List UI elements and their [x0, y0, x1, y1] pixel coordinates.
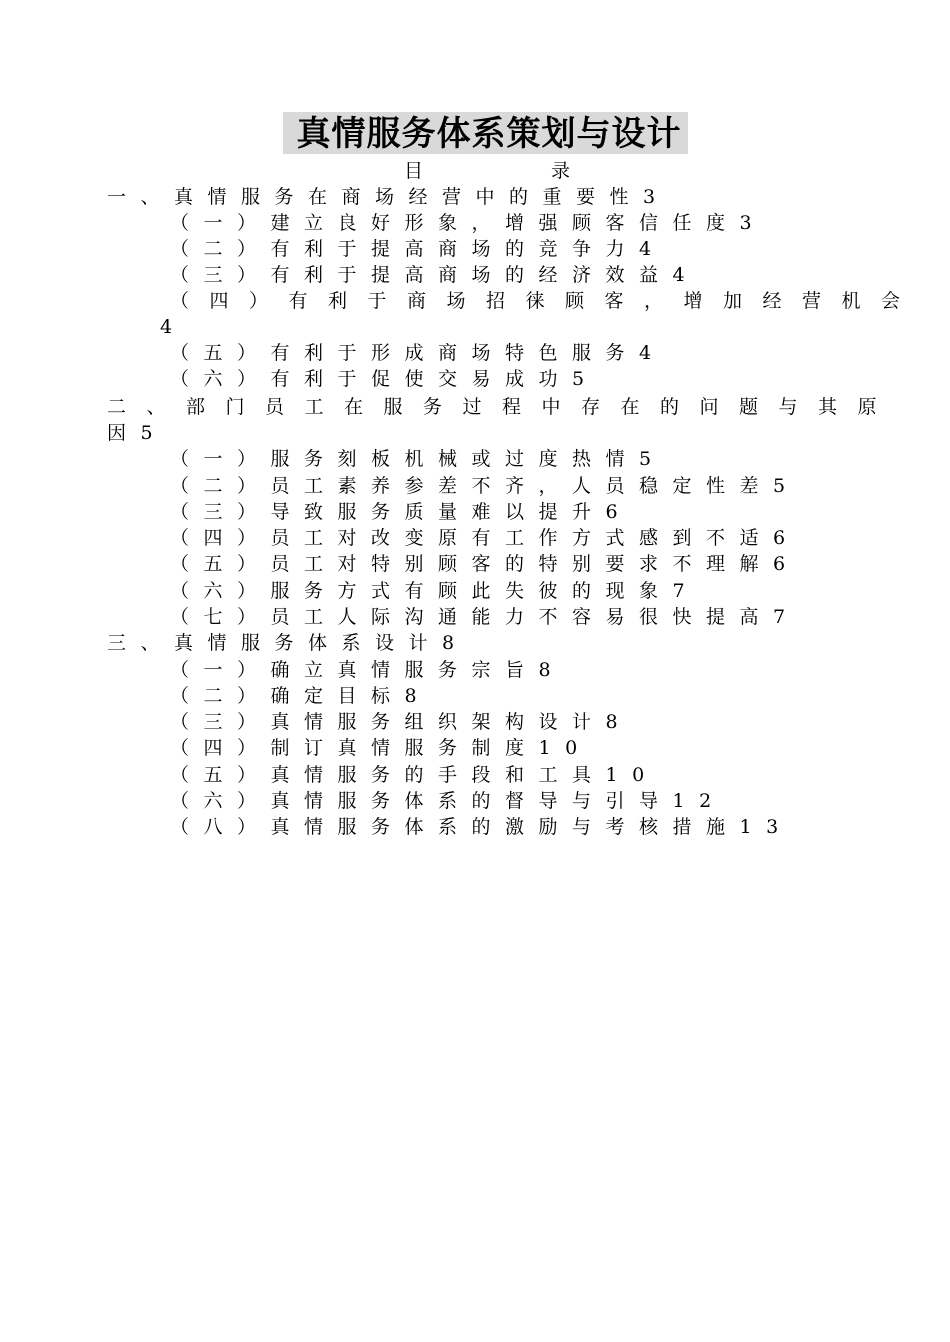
- toc-item-3-3[interactable]: （三）真情服务组织架构设计8: [170, 711, 633, 733]
- toc-item-3-8[interactable]: （八）真情服务体系的激励与考核措施13: [170, 816, 793, 838]
- toc-section-3[interactable]: 三、真情服务体系设计8: [107, 632, 469, 654]
- toc-heading: 目录: [404, 160, 699, 182]
- toc-item-2-6[interactable]: （六）服务方式有顾此失彼的现象7: [170, 580, 700, 602]
- toc-section-1[interactable]: 一、真情服务在商场经营中的重要性3: [107, 186, 670, 208]
- title-area: [0, 112, 950, 154]
- toc-item-3-5[interactable]: （五）真情服务的手段和工具10: [170, 764, 659, 786]
- toc-item-2-4[interactable]: （四）员工对改变原有工作方式感到不适6: [170, 527, 800, 549]
- toc-item-1-2[interactable]: （二）有利于提高商场的竞争力4: [170, 238, 666, 260]
- toc-item-1-6[interactable]: （六）有利于促使交易成功5: [170, 368, 599, 390]
- toc-item-3-2[interactable]: （二）确定目标8: [170, 685, 432, 707]
- toc-item-3-6[interactable]: （六）真情服务体系的督导与引导12: [170, 790, 726, 812]
- toc-item-2-7[interactable]: （七）员工人际沟通能力不容易很快提高7: [170, 606, 800, 628]
- toc-item-3-4[interactable]: （四）制订真情服务制度10: [170, 737, 592, 759]
- toc-item-1-1[interactable]: （一）建立良好形象，增强顾客信任度3: [170, 212, 767, 234]
- document-title: 真情服务体系策划与设计: [283, 112, 688, 154]
- toc-item-1-4[interactable]: （四）有利于商场招徕顾客，增加经营机会: [170, 290, 921, 312]
- toc-item-1-5[interactable]: （五）有利于形成商场特色服务4: [170, 342, 666, 364]
- toc-item-3-1[interactable]: （一）确立真情服务宗旨8: [170, 659, 566, 681]
- toc-section-2[interactable]: 二、部门员工在服务过程中存在的问题与其原: [107, 396, 898, 418]
- toc-item-1-3[interactable]: （三）有利于提高商场的经济效益4: [170, 264, 700, 286]
- toc-section-2-page[interactable]: 因5: [107, 422, 168, 444]
- toc-item-2-5[interactable]: （五）员工对特别顾客的特别要求不理解6: [170, 553, 800, 575]
- toc-item-2-3[interactable]: （三）导致服务质量难以提升6: [170, 501, 633, 523]
- toc-item-1-4-page[interactable]: 4: [160, 316, 173, 338]
- toc-item-2-2[interactable]: （二）员工素养参差不齐，人员稳定性差5: [170, 475, 800, 497]
- toc-item-2-1[interactable]: （一）服务刻板机械或过度热情5: [170, 448, 666, 470]
